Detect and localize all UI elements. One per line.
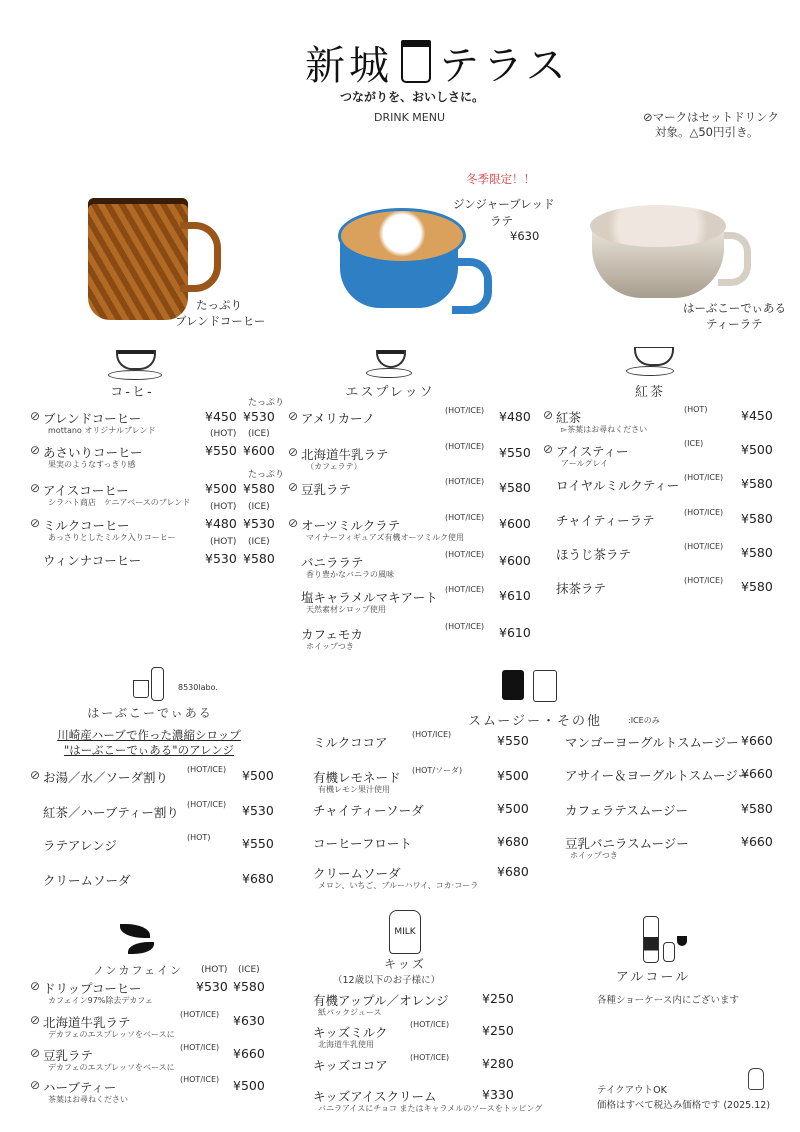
menu-item-name[interactable]: ロイヤルミルクティー [556,478,680,493]
menu-item-note: アールグレイ [561,459,609,468]
menu-item-price: ¥610 [499,625,531,640]
smoothie-jar-icon [533,670,557,702]
menu-item-price: ¥500 [205,481,237,496]
menu-item-name[interactable]: アイスコーヒー [43,483,129,498]
temperature-tag: (HOT/ICE) [187,800,227,809]
temperature-tag: (HOT/ソーダ) [412,766,463,775]
set-drink-mark-icon: ⊘ [30,768,41,782]
temperature-tag: (HOT/ICE) [445,550,485,559]
temperature-tag: (HOT/ICE) [684,508,724,517]
set-drink-mark-icon: ⊘ [30,1046,41,1060]
temperature-tag: (ICE) [684,439,704,448]
menu-subtitle: DRINK MENU [374,111,446,124]
cup-logo-icon [401,40,431,83]
temperature-tag: (HOT/ICE) [684,542,724,551]
menu-item-name[interactable]: 北海道牛乳ラテ [301,447,389,462]
menu-item-price: ¥660 [741,834,773,849]
menu-item-name[interactable]: 抹茶ラテ [556,581,607,596]
menu-item-name[interactable]: キッズアイスクリーム [313,1089,437,1104]
temperature-tag: (HOT/ICE) [445,622,485,631]
menu-item-price: ¥450 [205,409,237,424]
temperature-tag: (HOT/ICE) [412,730,452,739]
menu-item-name[interactable]: あさいりコーヒー [43,445,143,460]
menu-item-note: バニラアイスにチョコ またはキャラメルのソースをトッピング [318,1104,543,1113]
menu-item-name[interactable]: キッズミルク [313,1025,388,1040]
alcohol-text: 各種ショーケース内にございます [597,995,739,1006]
price-note: 価格はすべて税込み価格です (2025.12) [597,1100,771,1111]
latte-cup-handle [452,258,492,314]
menu-item-name[interactable]: ラテアレンジ [43,838,117,853]
espresso-section-title: エスプレッソ [345,385,435,400]
menu-item-name[interactable]: ブレンドコーヒー [43,411,142,426]
menu-item-note: マイナーフィギュアズ有機オーツミルク使用 [306,533,464,542]
set-drink-mark-icon: ⊘ [288,516,299,530]
menu-item-price: ¥280 [482,1056,514,1071]
menu-item-name[interactable]: 北海道牛乳ラテ [43,1015,131,1030]
menu-item-note: ホイップつき [570,851,618,860]
others-section-title: スムージー・その他 [467,714,603,729]
menu-item-price: ¥500 [741,442,773,457]
menu-item-name[interactable]: カフェモカ [301,627,363,642]
espresso-cup-icon [368,350,412,378]
blend-coffee-photo [88,198,188,320]
menu-item-price: ¥550 [205,443,237,458]
menu-item-note: 香り豊かなバニラの風味 [306,570,394,579]
menu-item-price: ¥610 [499,588,531,603]
menu-item-price: ¥580 [741,579,773,594]
menu-item-price: ¥680 [242,871,274,886]
menu-item-name[interactable]: カフェラテスムージー [565,803,689,818]
menu-item-note: 有機レモン果汁使用 [318,785,390,794]
menu-item-price: ¥600 [243,443,275,458]
menu-item-price: ¥530 [205,551,237,566]
menu-item-note: ▻茶葉はお尋ねください [561,425,648,434]
menu-item-name[interactable]: キッズココア [313,1058,388,1073]
temperature-tag: (HOT) [187,833,211,842]
herbal-subtitle-line1: 川崎産ハーブで作った濃縮シロップ [57,728,241,742]
menu-item-price: ¥680 [497,864,529,879]
herbal-subtitle [57,728,241,758]
menu-item-name[interactable]: クリームソーダ [43,873,131,888]
leaf-icon [128,942,154,954]
menu-item-price: ¥530 [242,803,274,818]
menu-item-name[interactable]: アイスティー [556,444,629,459]
menu-item-name[interactable]: 有機アップル／オレンジ [313,993,449,1008]
menu-item-note: デカフェのエスプレッソをベースに [48,1030,175,1039]
temperature-tag: (HOT/ICE) [684,473,724,482]
menu-item-price: ¥500 [233,1078,265,1093]
menu-item-price: ¥530 [243,516,275,531]
menu-item-name[interactable]: ほうじ茶ラテ [556,547,632,562]
menu-item-note: 果実のようなすっきり感 [48,460,136,469]
menu-item-note: 茶葉はお尋ねください [48,1095,128,1104]
price-label: (HOT) [210,429,237,439]
menu-item-price: ¥680 [497,834,529,849]
menu-item-note: 北海道牛乳使用 [318,1040,374,1049]
herbal-subtitle-line2: "はーぶこーでぃある"のアレンジ [63,743,235,757]
set-drink-mark-icon: ⊘ [543,408,554,422]
leaf-branch-icon [120,924,150,938]
blend-caption-1: たっぷり [196,298,242,312]
menu-item-note: ホイップつき [306,642,354,651]
menu-item-price: ¥500 [497,768,529,783]
set-drink-mark-icon: ⊘ [30,481,41,495]
kids-subtitle: （12歳以下のお子様に） [333,975,441,986]
noncaffeine-section-title: ノンカフェイン [92,964,184,977]
menu-item-name[interactable]: 有機レモネード [313,770,401,785]
set-drink-mark-icon: ⊘ [30,443,41,457]
menu-item-price: ¥600 [499,553,531,568]
menu-item-price: ¥600 [499,516,531,531]
seasonal-price: ¥630 [510,229,540,243]
menu-item-name[interactable]: コーヒーフロート [313,836,412,851]
menu-item-price: ¥580 [233,979,265,994]
menu-item-price: ¥250 [482,1023,514,1038]
temperature-tag: (HOT/ICE) [445,442,485,451]
menu-item-name[interactable]: ドリップコーヒー [43,981,142,996]
menu-item-price: ¥580 [741,545,773,560]
menu-item-price: ¥580 [499,480,531,495]
kids-section-title: キッズ [384,957,426,971]
price-label: (ICE) [238,965,260,975]
set-drink-mark-icon: ⊘ [288,445,299,459]
herbal-brand: 8530labo. [178,683,218,692]
price-label: たっぷり [248,398,285,408]
seasonal-badge: 冬季限定！！ [466,172,535,186]
menu-item-name[interactable]: バニララテ [301,555,364,570]
menu-item-name[interactable]: アサイー＆ヨーグルトスムージー [565,768,751,783]
wine-glass-icon [677,936,687,946]
temperature-tag: (HOT/ICE) [684,576,724,585]
set-note-line2: 対象。△50円引き。 [655,125,759,139]
set-drink-mark-icon: ⊘ [30,1078,41,1092]
menu-item-name[interactable]: オーツミルクラテ [301,518,401,533]
logo-text-right: テラス [439,43,570,89]
menu-item-note: mottano オリジナルブレンド [48,426,156,435]
menu-item-price: ¥660 [741,733,773,748]
tagline: つながりを、おいしさに。 [340,90,485,104]
menu-item-name[interactable]: アメリカーノ [301,411,375,426]
menu-item-price: ¥480 [499,409,531,424]
menu-item-name[interactable]: チャイティーソーダ [313,803,424,818]
set-drink-mark-icon: ⊘ [30,1013,41,1027]
temperature-tag: (HOT/ICE) [410,1020,450,1029]
ice-only-note: :ICEのみ [628,716,660,725]
menu-item-price: ¥660 [233,1046,265,1061]
price-label: (HOT) [210,502,237,512]
temperature-tag: (HOT/ICE) [180,1043,220,1052]
coffee-cup-icon [110,350,162,380]
menu-item-name[interactable]: マンゴーヨーグルトスムージー [565,735,739,750]
seasonal-name-2: ラテ [490,214,513,228]
tea-section-title: 紅茶 [634,385,666,400]
menu-item-name[interactable]: 紅茶／ハーブティー割り [43,805,179,820]
blend-caption-2: ブレンドコーヒー [175,314,266,328]
menu-item-price: ¥250 [482,991,514,1006]
menu-item-name[interactable]: ウィンナコーヒー [43,553,142,568]
menu-item-note: （カフェラテ） [306,462,362,471]
menu-item-name[interactable]: ミルクココア [313,735,388,750]
menu-item-name[interactable]: 紅茶 [556,410,582,425]
price-label: (ICE) [248,537,270,547]
set-drink-mark-icon: ⊘ [288,409,299,423]
menu-item-price: ¥580 [243,551,275,566]
price-label: (ICE) [248,502,270,512]
logo-text-left: 新城 [305,43,393,89]
menu-item-name[interactable]: お湯／水／ソーダ割り [43,770,169,785]
menu-item-price: ¥530 [196,979,228,994]
seasonal-name-1: ジンジャーブレッド [453,197,555,211]
alcohol-section-title: アルコール [615,970,691,985]
menu-item-price: ¥580 [741,511,773,526]
menu-item-price: ¥500 [497,801,529,816]
set-drink-mark-icon: ⊘ [30,979,41,993]
iced-drink-jar-icon [502,670,524,700]
takeout-note: テイクアウトOK [597,1085,667,1096]
glass-icon [133,680,149,698]
temperature-tag: (HOT/ICE) [187,765,227,774]
menu-item-price: ¥480 [205,516,237,531]
set-drink-mark-icon: ⊘ [543,442,554,456]
menu-item-name[interactable]: 豆乳ラテ [301,482,352,497]
menu-item-price: ¥580 [243,481,275,496]
temperature-tag: (HOT/ICE) [445,477,485,486]
set-drink-note [643,110,779,140]
menu-item-name[interactable]: ハーブティー [43,1080,117,1095]
menu-item-price: ¥580 [741,476,773,491]
menu-item-price: ¥450 [741,408,773,423]
price-label: たっぷり [248,470,285,480]
menu-item-price: ¥550 [242,836,274,851]
set-drink-mark-icon: ⊘ [30,516,41,530]
mug-handle [180,222,221,292]
menu-item-price: ¥580 [741,801,773,816]
menu-item-price: ¥550 [497,733,529,748]
menu-item-name[interactable]: 豆乳ラテ [43,1048,94,1063]
logo [305,34,570,91]
latte-foam [338,208,466,264]
menu-item-note: シラハト商店 ケニアベースのブレンド [48,498,191,507]
menu-item-price: ¥500 [242,768,274,783]
menu-item-price: ¥630 [233,1013,265,1028]
menu-item-name[interactable]: 豆乳バニラスムージー [565,836,689,851]
menu-item-name[interactable]: チャイティーラテ [556,513,655,528]
menu-item-note: メロン、いちご、ブルーハワイ、コカ·コーラ [318,881,479,890]
menu-item-name[interactable]: ミルクコーヒー [43,518,130,533]
temperature-tag: (HOT/ICE) [445,513,485,522]
temperature-tag: (HOT) [684,405,708,414]
temperature-tag: (HOT/ICE) [445,406,485,415]
temperature-tag: (HOT/ICE) [180,1075,220,1084]
tea-caption-2: ティーラテ [706,317,763,331]
mascot-icon [748,1068,764,1090]
tea-cup-icon [628,347,674,376]
menu-item-note: 天然素材シロップ使用 [306,605,386,614]
tea-caption-1: はーぶこーでぃある [683,301,787,315]
menu-item-note: あっさりとしたミルク入りコーヒー [48,533,176,542]
menu-item-note: カフェイン97%除去デカフェ [48,996,153,1005]
temperature-tag: (HOT/ICE) [410,1053,450,1062]
temperature-tag: (HOT/ICE) [180,1010,220,1019]
tea-latte-foam [590,205,726,247]
coffee-section-title: コ-ヒ- [110,385,154,400]
menu-item-price: ¥330 [482,1087,514,1102]
syrup-bottle-icon [151,667,164,701]
milk-label: MILK [394,927,416,937]
set-note-line1: ⊘マークはセットドリンク [643,110,779,124]
menu-item-note: 紙パックジュース [318,1008,382,1017]
menu-item-price: ¥550 [499,445,531,460]
set-drink-mark-icon: ⊘ [30,409,41,423]
price-label: (HOT) [201,965,228,975]
menu-item-price: ¥530 [243,409,275,424]
herbal-section-title: はーぶこーでぃある [87,706,213,720]
set-drink-mark-icon: ⊘ [288,480,299,494]
glass-icon [663,942,675,962]
price-label: (ICE) [248,429,270,439]
price-label: (HOT) [210,537,237,547]
temperature-tag: (HOT/ICE) [445,585,485,594]
menu-item-name[interactable]: 塩キャラメルマキアート [301,590,438,605]
menu-item-name[interactable]: クリームソーダ [313,866,401,881]
menu-item-note: デカフェのエスプレッソをベースに [48,1063,175,1072]
wine-bottle-icon [643,916,659,963]
menu-item-price: ¥660 [741,766,773,781]
milk-bottle-icon [389,910,421,954]
